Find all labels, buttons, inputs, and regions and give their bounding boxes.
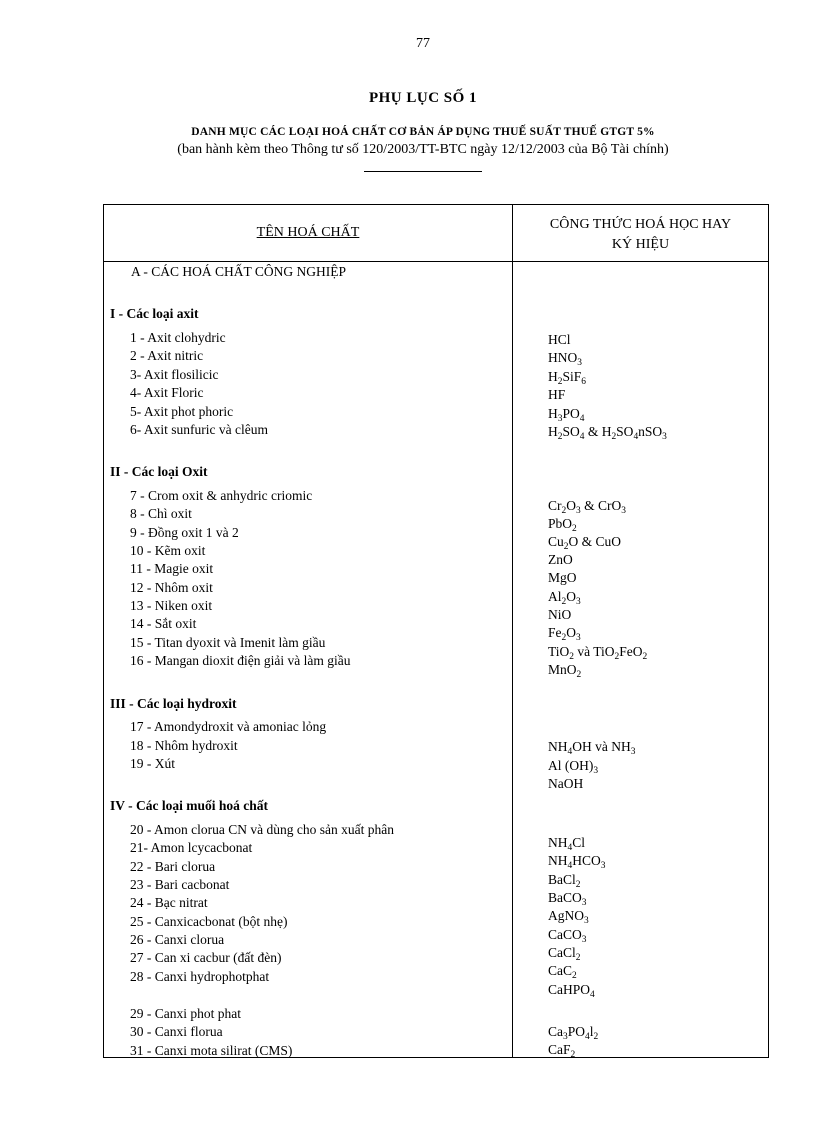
chemical-name: 23 - Bari cacbonat [130,877,230,892]
chemical-name: 4- Axit Floric [130,385,204,400]
chemical-name: 11 - Magie oxit [130,561,214,576]
chemical-formula: HF [548,387,566,402]
chemical-formula: $NH_4Cl$ [548,835,585,853]
chemical-formula: $H_2SiF_6$ [548,369,586,387]
chemical-formula: PbO$_2$ [548,516,577,534]
section-heading: II - Các loại Oxit [110,464,208,479]
column-divider [512,205,513,1057]
section-heading: I - Các loại axit [110,306,199,321]
chemical-name: 25 - Canxicacbonat (bột nhẹ) [130,914,288,929]
header-formula-line2: KÝ HIỆU [611,237,670,252]
chemical-formula: $NH_4HCO_3$ [548,853,606,871]
chemical-name: 26 - Canxi clorua [130,932,225,947]
chemical-name: 7 - Crom oxit & anhydric criomic [130,488,313,503]
chemical-name: 1 - Axit clohydric [130,330,226,345]
chemical-formula: $HNO_3$ [548,350,582,368]
chemical-formula: NiO [548,607,572,622]
chemical-formula: $H_2SO_4$ & $H_2SO_4nSO_3$ [548,424,667,442]
chemical-name: 24 - Bạc nitrat [130,895,208,910]
chemical-name: 2 - Axit nitric [130,348,204,363]
issued-note: (ban hành kèm theo Thông tư số 120/2003/TT-BTC ngày 12/12/2003 của Bộ Tài chính) [177,142,669,157]
chemical-name: 14 - Sắt oxit [130,616,197,631]
chemical-formula: $Al_2O_3$ [548,589,581,607]
chemical-formula: TiO$_2$ và TiO$_2$FeO$_2$ [548,644,648,662]
chemical-name: 18 - Nhôm hydroxit [130,738,238,753]
header-chemical-name: TÊN HOÁ CHẤT [256,225,360,240]
chemical-name: 15 - Titan dyoxit và Imenit làm giầu [130,635,326,650]
chemical-formula: NaOH [548,776,584,791]
chemical-formula: CaCO$_3$ [548,927,587,945]
chemical-formula: CaCl$_2$ [548,945,581,963]
chemical-name: 10 - Kẽm oxit [130,543,206,558]
chemical-name: 27 - Can xi cacbur (đất đèn) [130,950,282,965]
chemical-formula: MnO$_2$ [548,662,582,680]
chemical-formula: HCl [548,332,571,347]
chemical-name: 19 - Xút [130,756,175,771]
chemical-formula: CaC$_2$ [548,963,577,981]
chemical-name: 12 - Nhôm oxit [130,580,213,595]
chemical-name: 16 - Mangan dioxit điện giải và làm giầu [130,653,351,668]
chemical-formula: CaF$_2$ [548,1042,576,1060]
chemical-formula: MgO [548,570,577,585]
chemical-formula: BaCO$_3$ [548,890,587,908]
header-formula-line1: CÔNG THỨC HOÁ HỌC HAY [549,217,732,232]
chemical-name: 6- Axit sunfuric và clêum [130,422,268,437]
chemical-table [103,204,769,1058]
chemical-formula: AgNO$_3$ [548,908,589,926]
chemical-formula: $Cr_2O_3$ & CrO$_3$ [548,498,626,516]
chemical-name: 21- Amon lcycacbonat [130,840,253,855]
header-formula [513,215,768,255]
title-divider [364,171,482,172]
chemical-formula: $Ca_3PO_4l_2$ [548,1024,599,1042]
section-heading: IV - Các loại muối hoá chất [110,798,269,813]
section-heading: III - Các loại hydroxit [110,696,237,711]
chemical-formula: BaCl$_2$ [548,872,581,890]
chemical-name: 30 - Canxi florua [130,1024,223,1039]
chemical-formula: $NH_4OH$ và $NH_3$ [548,739,636,757]
chemical-formula: Al $(OH)_3$ [548,758,599,776]
chemical-formula: $H_3PO_4$ [548,406,585,424]
chemical-formula: $Cu_2O$ & CuO [548,534,621,552]
chemical-name: 20 - Amon clorua CN và dùng cho sản xuất phân [130,822,394,837]
chemical-name: 17 - Amondydroxit và amoniac lỏng [130,719,327,734]
chemical-name: 28 - Canxi hydrophotphat [130,969,270,984]
chemical-formula: $Fe_2O_3$ [548,625,581,643]
chemical-name: 22 - Bari clorua [130,859,216,874]
chemical-formula: CaHPO$_4$ [548,982,595,1000]
chemical-name: 8 - Chì oxit [130,506,192,521]
chemical-name: 9 - Đồng oxit 1 và 2 [130,525,239,540]
chemical-name: 5- Axit phot phoric [130,404,234,419]
document-subtitle: DANH MỤC CÁC LOẠI HOÁ CHẤT CƠ BẢN ÁP DỤNG THUẾ SUẤT THUẾ GTGT 5% [191,126,655,138]
chemical-formula: ZnO [548,552,573,567]
chemical-name: 3- Axit flosilicic [130,367,219,382]
chemical-name: 31 - Canxi mota silirat (CMS) [130,1043,293,1058]
page-number: 77 [416,36,430,51]
chemical-name: 29 - Canxi phot phat [130,1006,241,1021]
page-title: PHỤ LỤC SỐ 1 [368,90,478,106]
chemical-name: 13 - Niken oxit [130,598,213,613]
header-divider [104,261,768,262]
group-heading: A - CÁC HOÁ CHẤT CÔNG NGHIỆP [131,264,347,279]
